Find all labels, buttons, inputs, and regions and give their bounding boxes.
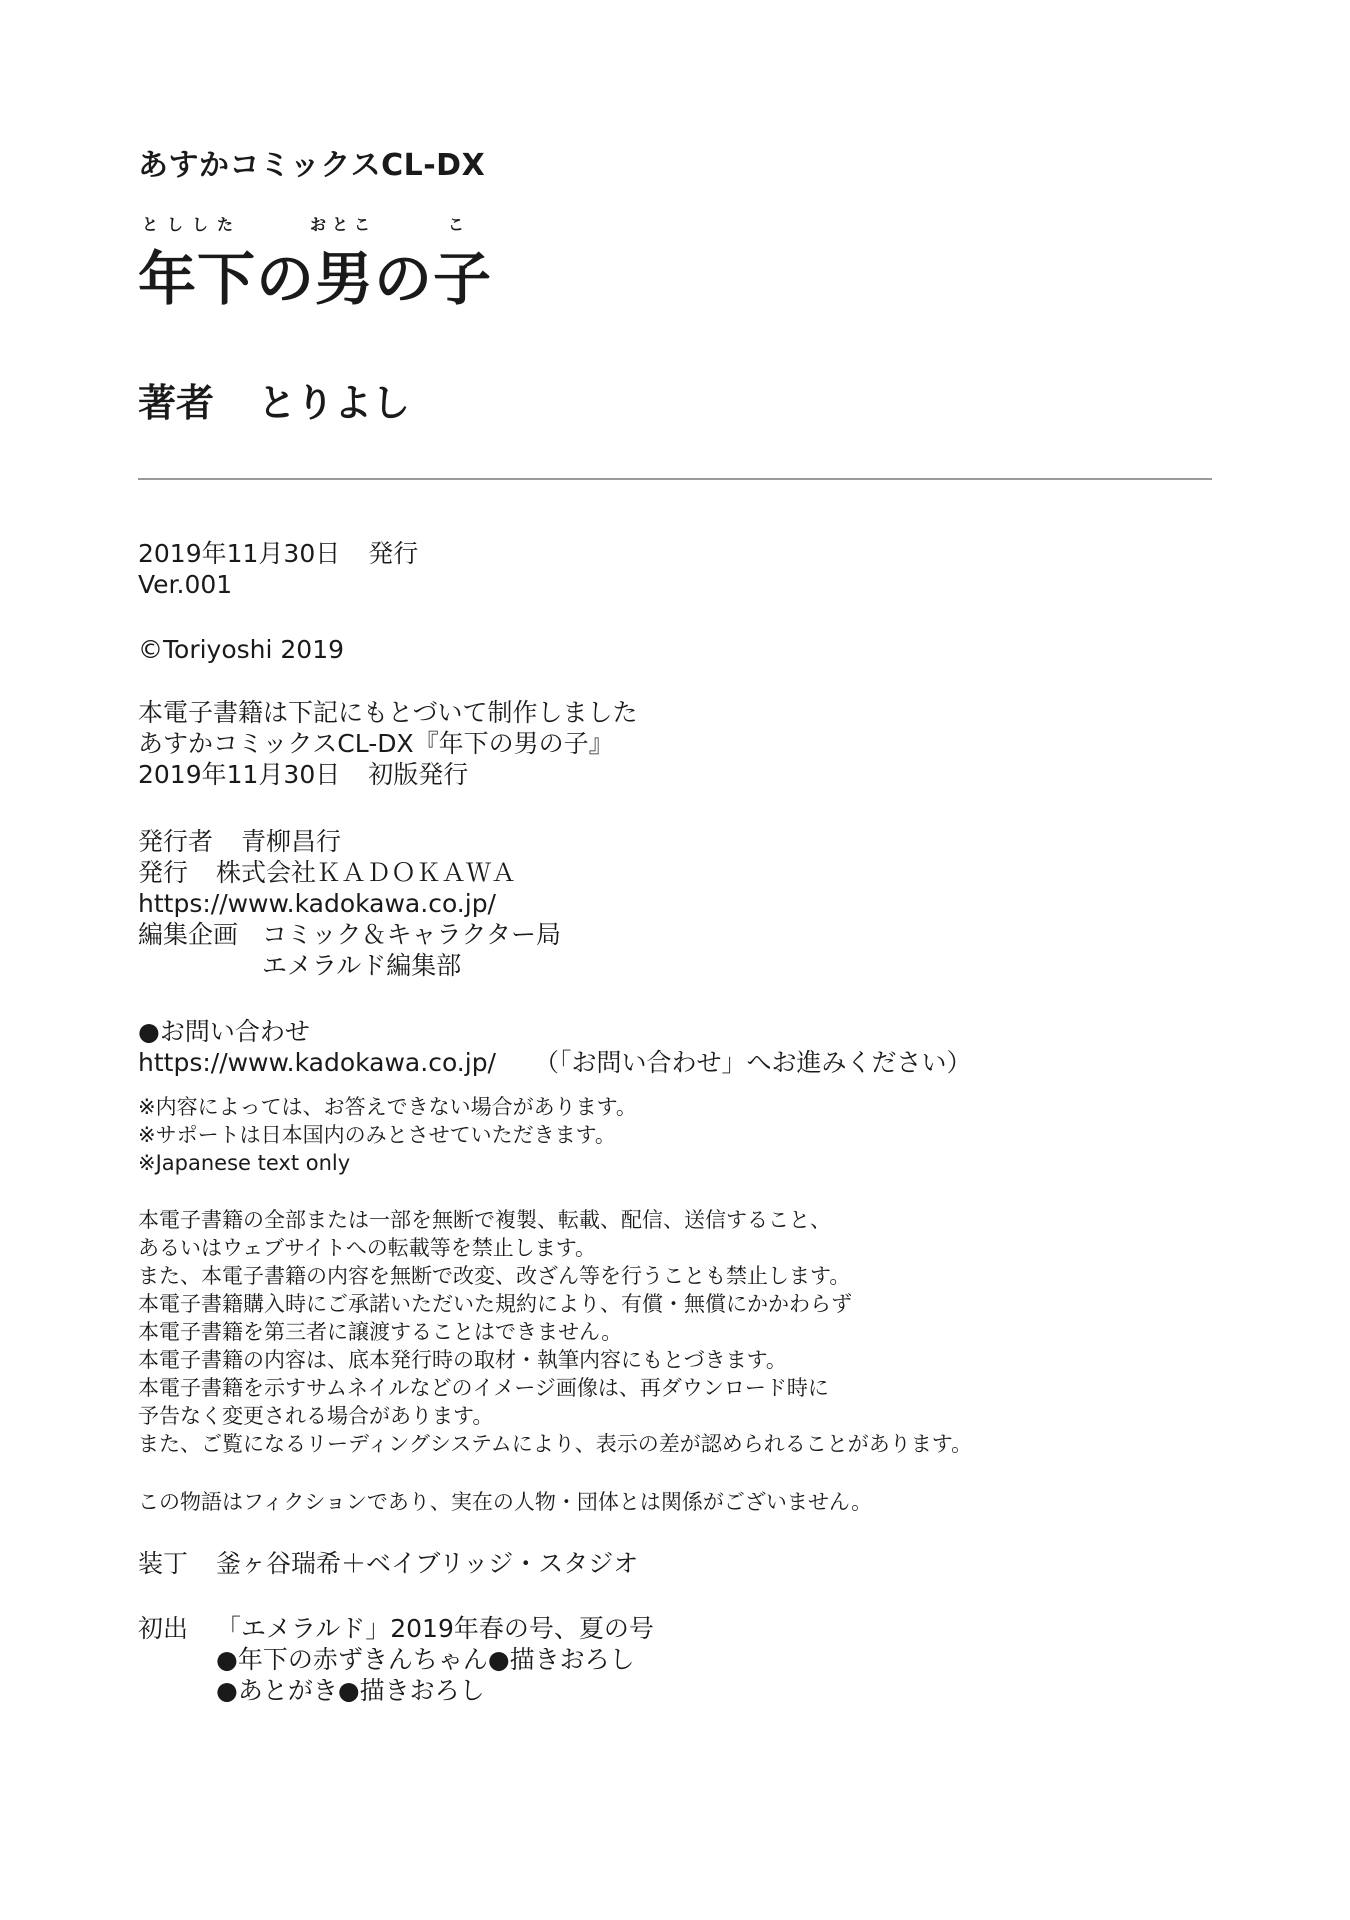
legal-line: また、ご覧になるリーディングシステムにより、表示の差が認められることがあります。 xyxy=(138,1432,973,1456)
legal-line: 本電子書籍を示すサムネイルなどのイメージ画像は、再ダウンロード時に xyxy=(138,1376,829,1400)
title-ruby-3: こ xyxy=(448,215,465,234)
first-appearance-label: 初出 xyxy=(138,1614,189,1643)
contact-notes xyxy=(138,1093,637,1177)
publisher-block xyxy=(138,826,561,981)
version: Ver.001 xyxy=(138,570,233,599)
first-appearance-line-2 xyxy=(138,1644,654,1675)
source-line-1: 本電子書籍は下記にもとづいて制作しました xyxy=(138,698,638,727)
legal-line: あるいはウェブサイトへの転載等を禁止します。 xyxy=(138,1236,597,1260)
legal-line: 本電子書籍購入時にご承諾いただいた規約により、有償・無償にかかわらず xyxy=(138,1292,852,1316)
legal-line: 予告なく変更される場合があります。 xyxy=(138,1404,494,1428)
edit-line-2 xyxy=(138,950,561,981)
contact-note: ※Japanese text only xyxy=(138,1151,351,1175)
legal-line: また、本電子書籍の内容を無断で改変、改ざん等を行うことも禁止します。 xyxy=(138,1264,851,1288)
source-date: 2019年11月30日 xyxy=(138,760,341,789)
contact-url-note: （「お問い合わせ」へお進みください） xyxy=(533,1048,972,1077)
publisher-label: 発行者 xyxy=(138,827,214,856)
edit-line xyxy=(138,919,561,950)
book-title: 年下の男の子 xyxy=(138,245,493,313)
fiction-note: この物語はフィクションであり、実在の人物・団体とは関係がございません。 xyxy=(138,1490,873,1514)
issue-date-line xyxy=(138,538,418,569)
title-ruby-1: としした xyxy=(142,215,243,234)
legal-notice xyxy=(138,1206,972,1458)
author-label: 著者 xyxy=(138,381,215,425)
contact-note: ※内容によっては、お答えできない場合があります。 xyxy=(138,1095,637,1119)
publisher-url[interactable]: https://www.kadokawa.co.jp/ xyxy=(138,889,496,918)
edit-dept-2: エメラルド編集部 xyxy=(262,951,462,980)
first-appearance-line-3 xyxy=(138,1675,654,1706)
design-line xyxy=(138,1548,638,1579)
author-line xyxy=(138,372,410,427)
issue-block xyxy=(138,538,418,600)
contact-block xyxy=(138,1016,972,1078)
design-value: 釜ヶ谷瑞希＋ベイブリッジ・スタジオ xyxy=(216,1549,639,1578)
edit-label: 編集企画 xyxy=(138,920,239,949)
first-appearance-line-1 xyxy=(138,1613,654,1644)
legal-line: 本電子書籍の全部または一部を無断で複製、転載、配信、送信すること、 xyxy=(138,1208,831,1232)
publisher-line xyxy=(138,826,561,857)
issue-suffix: 発行 xyxy=(368,539,419,568)
series-name: あすかコミックスCL-DX xyxy=(138,148,486,183)
source-block xyxy=(138,697,638,790)
publisher-name: 青柳昌行 xyxy=(241,827,342,856)
design-label: 装丁 xyxy=(138,1549,189,1578)
contact-note: ※サポートは日本国内のみとさせていただきます。 xyxy=(138,1123,616,1147)
issuer-name: 株式会社ＫＡＤＯＫＡＷＡ xyxy=(216,858,517,887)
first-appearance-value-1: 「エメラルド」2019年春の号、夏の号 xyxy=(216,1614,654,1643)
source-suffix: 初版発行 xyxy=(368,760,469,789)
contact-url-line xyxy=(138,1047,972,1078)
source-line-2: あすかコミックスCL-DX『年下の男の子』 xyxy=(138,729,614,758)
author-name: とりよし xyxy=(258,381,411,425)
issue-date: 2019年11月30日 xyxy=(138,539,341,568)
first-appearance-value-3: ●あとがき●描きおろし xyxy=(216,1676,485,1705)
contact-heading: ●お問い合わせ xyxy=(138,1017,310,1046)
legal-line: 本電子書籍を第三者に譲渡することはできません。 xyxy=(138,1320,623,1344)
first-appearance-value-2: ●年下の赤ずきんちゃん●描きおろし xyxy=(216,1645,635,1674)
issuer-line xyxy=(138,857,561,888)
issuer-label: 発行 xyxy=(138,858,189,887)
edit-dept-1: コミック＆キャラクター局 xyxy=(262,920,562,949)
first-appearance-block xyxy=(138,1613,654,1706)
contact-url[interactable]: https://www.kadokawa.co.jp/ xyxy=(138,1048,496,1077)
legal-line: 本電子書籍の内容は、底本発行時の取材・執筆内容にもとづきます。 xyxy=(138,1348,787,1372)
source-line-3 xyxy=(138,759,638,790)
copyright: ©Toriyoshi 2019 xyxy=(138,635,345,664)
title-ruby-2: おとこ xyxy=(310,215,377,234)
divider xyxy=(138,478,1212,480)
